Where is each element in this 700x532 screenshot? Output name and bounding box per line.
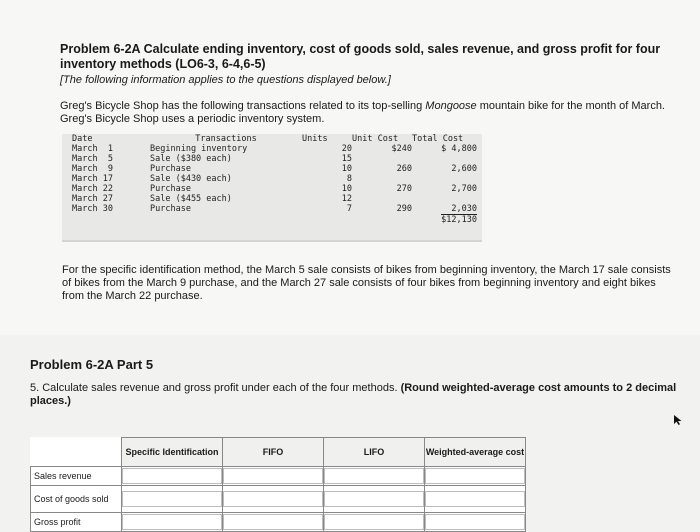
tx-description: Purchase xyxy=(150,204,191,214)
row-label-gross-profit: Gross profit xyxy=(31,513,122,532)
lifo-cogs-input[interactable] xyxy=(324,491,424,507)
tx-units: 7 xyxy=(346,204,352,214)
lifo-sales-revenue-input[interactable] xyxy=(324,468,424,484)
tx-description: Purchase xyxy=(150,164,191,174)
answer-header-row xyxy=(31,438,526,467)
tx-total-cost xyxy=(412,194,477,204)
header-transactions: Transactions xyxy=(195,134,257,144)
cell-lifo-sales-revenue xyxy=(324,467,425,486)
header-fifo: FIFO xyxy=(223,438,324,467)
cell-lifo-gross-profit xyxy=(324,513,425,532)
cell-specific-cogs xyxy=(122,486,223,513)
weighted-average-cogs-input[interactable] xyxy=(425,491,525,507)
tx-unit-cost xyxy=(352,194,412,204)
tx-units: 12 xyxy=(341,194,352,204)
cell-fifo-gross-profit xyxy=(223,513,324,532)
transactions-box xyxy=(62,134,482,242)
cell-weighted-cogs xyxy=(425,486,526,513)
weighted-average-gross-profit-input[interactable] xyxy=(425,514,525,530)
tx-date: March 27 xyxy=(72,194,113,204)
tx-units: 10 xyxy=(341,184,352,194)
total-cost-cell xyxy=(412,214,477,225)
tx-total-cost xyxy=(412,154,477,164)
specific-identification-text: For the specific identification method, the March 5 sale consists of bikes from beginning inventory, the March 17 sale consists of bikes from the March 9 purchase, and the March 27 sale consists of four bikes from beginning inventory and eight bikes from the March 22 purchase. xyxy=(62,264,671,302)
fifo-gross-profit-input[interactable] xyxy=(223,514,323,530)
transactions-table xyxy=(62,134,477,225)
header-specific-identification: Specific Identification xyxy=(122,438,223,467)
tx-total-cost xyxy=(412,204,477,214)
intro-brand: Mongoose xyxy=(425,100,477,112)
tx-total-cost xyxy=(412,174,477,184)
intro-text-a: Greg's Bicycle Shop has the following transactions related to its top-selling xyxy=(60,100,426,112)
tx-total-cost: 2,700 xyxy=(451,184,477,194)
header-unit-cost: Unit Cost xyxy=(352,134,399,144)
transaction-row xyxy=(62,144,477,154)
tx-date: March 5 xyxy=(72,154,113,164)
tx-unit-cost: 290 xyxy=(396,204,412,214)
row-label-cost-of-goods-sold: Cost of goods sold xyxy=(31,486,122,513)
lifo-gross-profit-input[interactable] xyxy=(324,514,424,530)
tx-units: 8 xyxy=(346,174,352,184)
transaction-row xyxy=(62,164,477,174)
specific-identification-gross-profit-input[interactable] xyxy=(122,514,222,530)
cell-weighted-gross-profit xyxy=(425,513,526,532)
row-label-sales-revenue: Sales revenue xyxy=(31,467,122,486)
tx-description: Sale ($430 each) xyxy=(150,174,232,184)
total-cost-value: $12,130 xyxy=(441,215,477,225)
transaction-row xyxy=(62,184,477,194)
specific-identification-sales-revenue-input[interactable] xyxy=(122,468,222,484)
fifo-cogs-input[interactable] xyxy=(223,491,323,507)
answer-row-cost-of-goods-sold xyxy=(31,486,526,513)
tx-unit-cost xyxy=(352,174,412,184)
header-units: Units xyxy=(302,134,328,144)
tx-date: March 30 xyxy=(72,204,113,214)
weighted-average-sales-revenue-input[interactable] xyxy=(425,468,525,484)
problem-title: Problem 6-2A Calculate ending inventory, cost of goods sold, sales revenue, and gross profit for four inventory methods (LO6-3, 6-4,6-5) xyxy=(60,42,661,71)
tx-unit-cost xyxy=(352,154,412,164)
mouse-pointer-icon xyxy=(672,414,684,426)
tx-units: 20 xyxy=(341,144,352,154)
answer-table xyxy=(30,437,526,532)
cell-fifo-cogs xyxy=(223,486,324,513)
specific-identification-cogs-input[interactable] xyxy=(122,491,222,507)
header-date: Date xyxy=(72,134,93,144)
transaction-row xyxy=(62,204,477,214)
tx-total-cost-last: 2,030 xyxy=(451,204,477,214)
transactions-header-row xyxy=(62,134,477,144)
header-total-cost: Total Cost xyxy=(412,134,464,144)
tx-total-cost: $ 4,800 xyxy=(441,144,477,154)
tx-total-cost: 2,600 xyxy=(451,164,477,174)
cell-lifo-cogs xyxy=(324,486,425,513)
tx-unit-cost: $240 xyxy=(391,144,412,154)
instruction-b: (Round weighted-average cost amounts to 2 decimal places.) xyxy=(30,382,677,407)
tx-description: Sale ($455 each) xyxy=(150,194,232,204)
tx-date: March 22 xyxy=(72,184,113,194)
tx-unit-cost: 260 xyxy=(396,164,412,174)
header-lifo: LIFO xyxy=(324,438,425,467)
tx-date: March 9 xyxy=(72,164,113,174)
transaction-row xyxy=(62,174,477,184)
tx-date: March 17 xyxy=(72,174,113,184)
transactions-total-row xyxy=(62,214,477,225)
transaction-row xyxy=(62,154,477,164)
tx-units: 10 xyxy=(341,164,352,174)
answer-row-gross-profit xyxy=(31,513,526,532)
cell-fifo-sales-revenue xyxy=(223,467,324,486)
tx-description: Sale ($380 each) xyxy=(150,154,232,164)
instruction-text xyxy=(30,382,695,408)
tx-unit-cost: 270 xyxy=(396,184,412,194)
cell-specific-gross-profit xyxy=(122,513,223,532)
part-title: Problem 6-2A Part 5 xyxy=(30,357,154,372)
intro-text xyxy=(60,100,670,126)
tx-description: Purchase xyxy=(150,184,191,194)
answer-header-blank xyxy=(31,438,122,467)
tx-date: March 1 xyxy=(72,144,113,154)
instruction-a: 5. Calculate sales revenue and gross profit under each of the four methods. xyxy=(30,382,401,394)
intro-text-b: mountain bike for the month of March. Greg's Bicycle Shop uses a periodic inventory system. xyxy=(60,100,665,125)
cell-specific-sales-revenue xyxy=(122,467,223,486)
tx-description: Beginning inventory xyxy=(150,144,248,154)
header-weighted-average-cost: Weighted-average cost xyxy=(425,438,526,467)
fifo-sales-revenue-input[interactable] xyxy=(223,468,323,484)
transaction-row xyxy=(62,194,477,204)
tx-units: 15 xyxy=(341,154,352,164)
problem-note: [The following information applies to the questions displayed below.] xyxy=(60,74,391,86)
answer-row-sales-revenue xyxy=(31,467,526,486)
cell-weighted-sales-revenue xyxy=(425,467,526,486)
